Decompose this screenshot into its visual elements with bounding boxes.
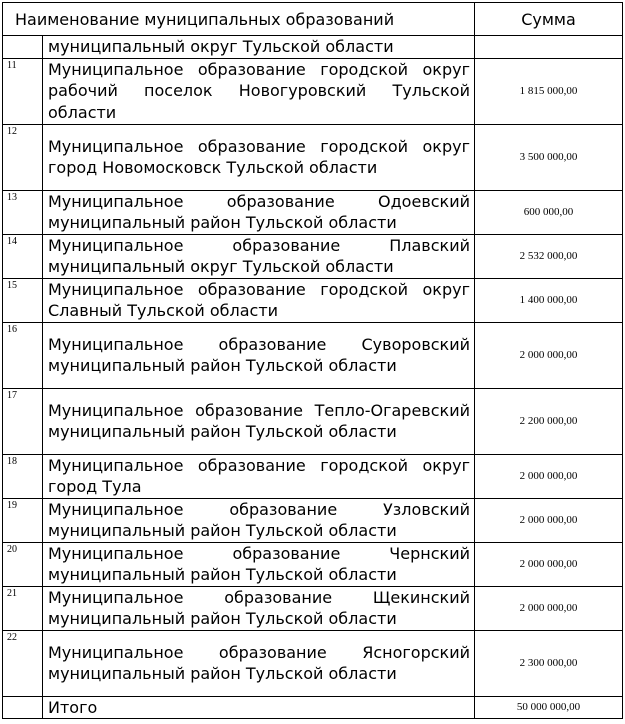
row-sum: 1 815 000,00 <box>475 58 623 124</box>
row-number: 15 <box>3 278 43 322</box>
continuation-row <box>3 36 623 59</box>
row-number: 22 <box>3 630 43 696</box>
row-sum: 2 000 000,00 <box>475 498 623 542</box>
row-number: 12 <box>3 124 43 190</box>
table-header-row <box>3 3 623 36</box>
row-number: 20 <box>3 542 43 586</box>
row-number: 16 <box>3 322 43 388</box>
row-sum: 2 000 000,00 <box>475 542 623 586</box>
row-name: Муниципальное образование Тепло-Огаревский муниципальный район Тульской области <box>43 388 475 454</box>
row-name: Муниципальное образование городской округ рабочий поселок Новогуровский Тульской области <box>43 58 475 124</box>
row-sum: 2 000 000,00 <box>475 454 623 498</box>
row-sum: 2 200 000,00 <box>475 388 623 454</box>
row-sum: 3 500 000,00 <box>475 124 623 190</box>
row-name: Муниципальное образование Чернский муниципальный район Тульской области <box>43 542 475 586</box>
row-name: Муниципальное образование Ясногорский муниципальный район Тульской области <box>43 630 475 696</box>
row-name: Муниципальное образование городской округ Славный Тульской области <box>43 278 475 322</box>
table-row <box>3 388 623 454</box>
municipal-funding-table <box>2 2 623 719</box>
row-sum: 2 300 000,00 <box>475 630 623 696</box>
table-row <box>3 454 623 498</box>
row-name: Муниципальное образование городской округ город Новомосковск Тульской области <box>43 124 475 190</box>
row-sum: 2 532 000,00 <box>475 234 623 278</box>
table-row <box>3 124 623 190</box>
row-number <box>3 36 43 59</box>
row-name: Муниципальное образование Плавский муниципальный округ Тульской области <box>43 234 475 278</box>
total-row <box>3 696 623 718</box>
table-row <box>3 278 623 322</box>
row-name: Муниципальное образование Суворовский муниципальный район Тульской области <box>43 322 475 388</box>
total-label: Итого <box>43 696 475 718</box>
row-number: 13 <box>3 190 43 234</box>
row-name: Муниципальное образование Щекинский муниципальный район Тульской области <box>43 586 475 630</box>
row-number <box>3 696 43 718</box>
row-number: 14 <box>3 234 43 278</box>
table-row <box>3 234 623 278</box>
row-sum: 600 000,00 <box>475 190 623 234</box>
row-sum: 1 400 000,00 <box>475 278 623 322</box>
row-number: 21 <box>3 586 43 630</box>
table-row <box>3 58 623 124</box>
header-sum-column: Сумма <box>475 3 623 36</box>
row-name: муниципальный округ Тульской области <box>43 36 475 59</box>
table-row <box>3 498 623 542</box>
row-sum <box>475 36 623 59</box>
total-sum: 50 000 000,00 <box>475 696 623 718</box>
row-sum: 2 000 000,00 <box>475 322 623 388</box>
table-row <box>3 630 623 696</box>
row-name: Муниципальное образование Узловский муниципальный район Тульской области <box>43 498 475 542</box>
row-number: 19 <box>3 498 43 542</box>
row-number: 11 <box>3 58 43 124</box>
row-number: 18 <box>3 454 43 498</box>
table-row <box>3 586 623 630</box>
table-row <box>3 190 623 234</box>
table-row <box>3 542 623 586</box>
row-number: 17 <box>3 388 43 454</box>
row-sum: 2 000 000,00 <box>475 586 623 630</box>
header-name-column: Наименование муниципальных образований <box>3 3 475 36</box>
table-row <box>3 322 623 388</box>
row-name: Муниципальное образование городской округ город Тула <box>43 454 475 498</box>
row-name: Муниципальное образование Одоевский муниципальный район Тульской области <box>43 190 475 234</box>
